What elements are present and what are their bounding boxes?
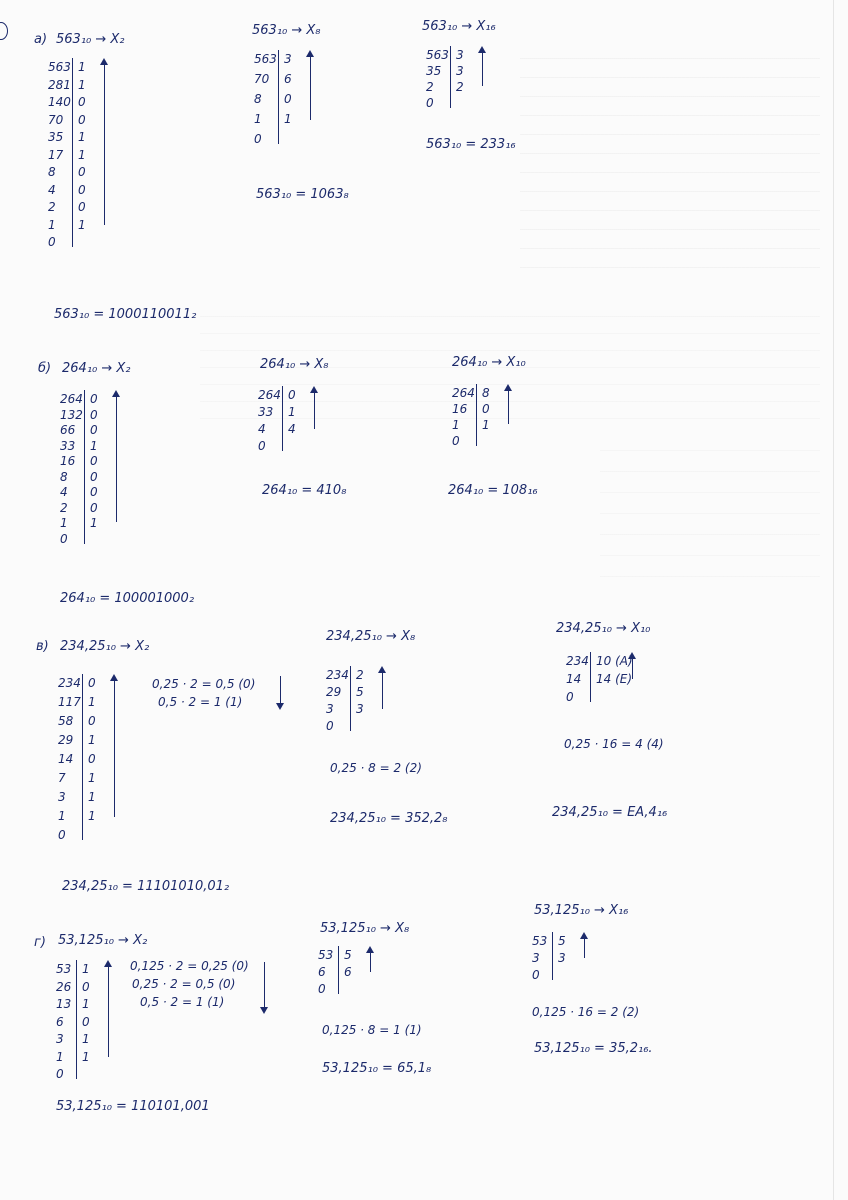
quotient-value: 4 — [48, 182, 56, 197]
quotient-value: 1 — [56, 1049, 64, 1064]
remainder-value: 0 — [88, 714, 96, 728]
remainder-value: 1 — [78, 130, 86, 144]
remainder-value: 0 — [90, 454, 98, 468]
remainder-value: 0 — [90, 485, 98, 499]
quotient-value: 53 — [56, 962, 72, 976]
remainder-value: 3 — [558, 951, 566, 965]
read-direction-arrow — [116, 392, 117, 522]
remainder-value: 0 — [78, 165, 86, 179]
punch-hole-mark — [0, 22, 8, 40]
remainder-value: 1 — [78, 217, 86, 232]
read-direction-arrow — [632, 654, 633, 679]
read-direction-arrow — [310, 52, 311, 120]
remainder-value: 0 — [90, 423, 98, 437]
quotient-value: 70 — [48, 112, 64, 127]
remainder-value: 0 — [88, 676, 96, 690]
division-separator-line — [82, 674, 83, 840]
remainder-value: 3 — [356, 702, 364, 716]
quotient-value: 16 — [60, 454, 76, 468]
remainder-value: 5 — [344, 948, 352, 962]
division-separator-line — [552, 932, 553, 980]
remainder-value: 0 — [90, 392, 98, 406]
quotient-value: 13 — [56, 997, 72, 1011]
fraction-arrow — [280, 676, 281, 708]
remainder-value: 1 — [88, 733, 96, 747]
read-direction-arrow — [508, 386, 509, 424]
quotient-value: 1 — [58, 809, 66, 823]
division-separator-line — [350, 666, 351, 731]
remainder-value: 3 — [456, 64, 464, 78]
quotient-value: 8 — [254, 92, 262, 106]
result-equation: 53,125₁₀ = 35,2₁₆. — [534, 1041, 653, 1056]
remainder-value: 6 — [284, 72, 292, 86]
remainder-value: 3 — [284, 52, 292, 66]
remainder-value: 0 — [82, 1014, 90, 1029]
remainder-value: 0 — [78, 95, 86, 109]
quotient-value: 0 — [532, 968, 540, 982]
quotient-value: 4 — [60, 485, 68, 499]
remainder-value: 4 — [288, 422, 296, 436]
read-direction-arrow — [584, 934, 585, 958]
remainder-value: 1 — [78, 147, 86, 162]
quotient-value: 0 — [58, 828, 66, 842]
quotient-value: 3 — [326, 702, 334, 716]
division-separator-line — [476, 384, 477, 446]
quotient-value: 33 — [60, 438, 76, 453]
quotient-value: 132 — [60, 407, 83, 422]
division-separator-line — [590, 652, 591, 702]
remainder-value: 0 — [90, 500, 98, 515]
remainder-value: 1 — [82, 1049, 90, 1064]
remainder-value: 1 — [88, 790, 96, 804]
result-equation: 234,25₁₀ = EA,4₁₆ — [552, 805, 668, 820]
remainder-value: 1 — [82, 1032, 90, 1046]
quotient-value: 35 — [48, 130, 64, 144]
quotient-value: 53 — [532, 934, 548, 948]
task-header: 234,25₁₀ → X₁₀ — [556, 621, 651, 636]
quotient-value: 234 — [326, 668, 349, 682]
quotient-value: 0 — [60, 531, 68, 546]
quotient-value: 281 — [48, 77, 71, 92]
quotient-value: 2 — [48, 200, 56, 214]
task-header: 264₁₀ → X₁₀ — [452, 355, 526, 370]
quotient-value: 8 — [48, 165, 56, 179]
quotient-value: 33 — [258, 405, 274, 419]
task-header: 563₁₀ → X₈ — [252, 23, 321, 38]
quotient-value: 563 — [426, 48, 449, 62]
remainder-value: 1 — [82, 997, 90, 1011]
remainder-value: 0 — [78, 112, 86, 127]
task-header: 264₁₀ → X₂ — [62, 361, 131, 376]
quotient-value: 3 — [532, 951, 540, 965]
quotient-value: 0 — [56, 1067, 64, 1081]
quotient-value: 2 — [426, 80, 434, 94]
quotient-value: 3 — [58, 790, 66, 804]
result-equation: 234,25₁₀ = 352,2₈ — [330, 811, 448, 826]
quotient-value: 6 — [56, 1014, 64, 1029]
quotient-value: 58 — [58, 714, 74, 728]
remainder-value: 1 — [88, 809, 96, 823]
task-header: 563₁₀ → X₁₆ — [422, 19, 496, 34]
quotient-value: 140 — [48, 95, 71, 109]
remainder-value: 0 — [482, 402, 490, 416]
quotient-value: 1 — [452, 418, 460, 432]
quotient-value: 6 — [318, 965, 326, 979]
result-equation: 264₁₀ = 100001000₂ — [60, 591, 195, 606]
division-separator-line — [76, 960, 77, 1079]
remainder-value: 5 — [356, 685, 364, 699]
division-separator-line — [282, 386, 283, 451]
remainder-value: 1 — [88, 771, 96, 785]
section-label-v: в) — [36, 639, 49, 654]
remainder-value: 0 — [88, 752, 96, 766]
fraction-step: 0,25 · 16 = 4 (4) — [564, 737, 664, 751]
quotient-value: 26 — [56, 979, 72, 994]
quotient-value: 0 — [426, 96, 434, 110]
fraction-step: 0,5 · 2 = 1 (1) — [140, 995, 225, 1009]
division-separator-line — [450, 46, 451, 108]
remainder-value: 1 — [88, 695, 96, 709]
quotient-value: 70 — [254, 72, 270, 86]
remainder-value: 10 (A) — [596, 654, 633, 668]
remainder-value: 1 — [78, 77, 86, 92]
quotient-value: 2 — [60, 500, 68, 515]
quotient-value: 29 — [58, 733, 74, 747]
section-label-g: г) — [34, 935, 46, 950]
remainder-value: 5 — [558, 934, 566, 948]
task-header: 53,125₁₀ → X₁₆ — [534, 903, 629, 918]
task-header: 234,25₁₀ → X₈ — [326, 629, 416, 644]
quotient-value: 4 — [258, 422, 266, 436]
task-header: 234,25₁₀ → X₂ — [60, 639, 150, 654]
result-equation: 563₁₀ = 1063₈ — [256, 187, 349, 202]
remainder-value: 1 — [90, 438, 98, 453]
remainder-value: 0 — [90, 469, 98, 484]
remainder-value: 2 — [456, 80, 464, 94]
remainder-value: 6 — [344, 965, 352, 979]
quotient-value: 1 — [60, 516, 68, 530]
quotient-value: 563 — [48, 60, 71, 74]
remainder-value: 2 — [356, 668, 364, 682]
division-separator-line — [338, 946, 339, 994]
remainder-value: 0 — [284, 92, 292, 106]
division-separator-line — [72, 58, 73, 247]
quotient-value: 0 — [318, 982, 326, 996]
result-equation: 563₁₀ = 1000110011₂ — [54, 307, 197, 322]
remainder-value: 1 — [90, 516, 98, 530]
remainder-value: 1 — [284, 112, 292, 126]
fraction-step: 0,25 · 8 = 2 (2) — [330, 761, 422, 775]
quotient-value: 53 — [318, 948, 334, 962]
remainder-value: 1 — [82, 962, 90, 976]
quotient-value: 14 — [566, 672, 582, 686]
quotient-value: 14 — [58, 752, 74, 766]
bleed-through-area — [520, 40, 820, 270]
quotient-value: 0 — [48, 235, 56, 249]
fraction-arrow — [264, 962, 265, 1012]
quotient-value: 8 — [60, 469, 68, 484]
remainder-value: 0 — [78, 200, 86, 214]
quotient-value: 117 — [58, 695, 81, 709]
section-label-a: а) — [34, 32, 48, 47]
remainder-value: 3 — [456, 48, 464, 62]
read-direction-arrow — [114, 676, 115, 817]
quotient-value: 16 — [452, 402, 468, 416]
quotient-value: 29 — [326, 685, 342, 699]
read-direction-arrow — [108, 962, 109, 1057]
quotient-value: 17 — [48, 147, 64, 162]
quotient-value: 0 — [452, 434, 460, 448]
task-header: 264₁₀ → X₈ — [260, 357, 329, 372]
fraction-step: 0,5 · 2 = 1 (1) — [158, 695, 243, 709]
division-separator-line — [84, 390, 85, 544]
read-direction-arrow — [482, 48, 483, 86]
read-direction-arrow — [382, 668, 383, 709]
quotient-value: 234 — [58, 676, 81, 690]
fraction-step: 0,125 · 8 = 1 (1) — [322, 1023, 422, 1037]
result-equation: 563₁₀ = 233₁₆ — [426, 137, 516, 152]
fraction-step: 0,25 · 2 = 0,5 (0) — [132, 977, 236, 991]
quotient-value: 35 — [426, 64, 442, 78]
quotient-value: 234 — [566, 654, 589, 668]
fraction-step: 0,125 · 2 = 0,25 (0) — [130, 959, 249, 973]
quotient-value: 1 — [48, 217, 56, 232]
remainder-value: 8 — [482, 386, 490, 400]
quotient-value: 1 — [254, 112, 262, 126]
task-header: 563₁₀ → X₂ — [56, 32, 125, 47]
remainder-value: 1 — [78, 60, 86, 74]
quotient-value: 3 — [56, 1032, 64, 1046]
remainder-value: 1 — [482, 418, 490, 432]
quotient-value: 264 — [258, 388, 281, 402]
result-equation: 264₁₀ = 410₈ — [262, 483, 347, 498]
remainder-value: 1 — [288, 405, 296, 419]
section-label-b: б) — [38, 361, 52, 376]
quotient-value: 66 — [60, 423, 76, 437]
fraction-step: 0,25 · 2 = 0,5 (0) — [152, 677, 256, 691]
result-equation: 234,25₁₀ = 11101010,01₂ — [62, 879, 230, 894]
read-direction-arrow — [104, 60, 105, 225]
result-equation: 264₁₀ = 108₁₆ — [448, 483, 538, 498]
fraction-step: 0,125 · 16 = 2 (2) — [532, 1005, 640, 1019]
quotient-value: 0 — [258, 439, 266, 453]
result-equation: 53,125₁₀ = 65,1₈ — [322, 1061, 432, 1076]
quotient-value: 0 — [566, 690, 574, 704]
remainder-value: 0 — [90, 407, 98, 422]
task-header: 53,125₁₀ → X₂ — [58, 933, 148, 948]
read-direction-arrow — [314, 388, 315, 429]
remainder-value: 0 — [288, 388, 296, 402]
quotient-value: 563 — [254, 52, 277, 66]
remainder-value: 0 — [82, 979, 90, 994]
division-separator-line — [278, 50, 279, 144]
read-direction-arrow — [370, 948, 371, 972]
result-equation: 53,125₁₀ = 110101,001 — [56, 1099, 210, 1114]
task-header: 53,125₁₀ → X₈ — [320, 921, 410, 936]
bleed-through-area — [600, 430, 820, 590]
quotient-value: 0 — [326, 719, 334, 733]
remainder-value: 14 (E) — [596, 672, 633, 686]
remainder-value: 0 — [78, 182, 86, 197]
quotient-value: 7 — [58, 771, 66, 785]
quotient-value: 264 — [452, 386, 475, 400]
quotient-value: 264 — [60, 392, 83, 406]
quotient-value: 0 — [254, 132, 262, 146]
page-edge-line — [833, 0, 834, 1200]
